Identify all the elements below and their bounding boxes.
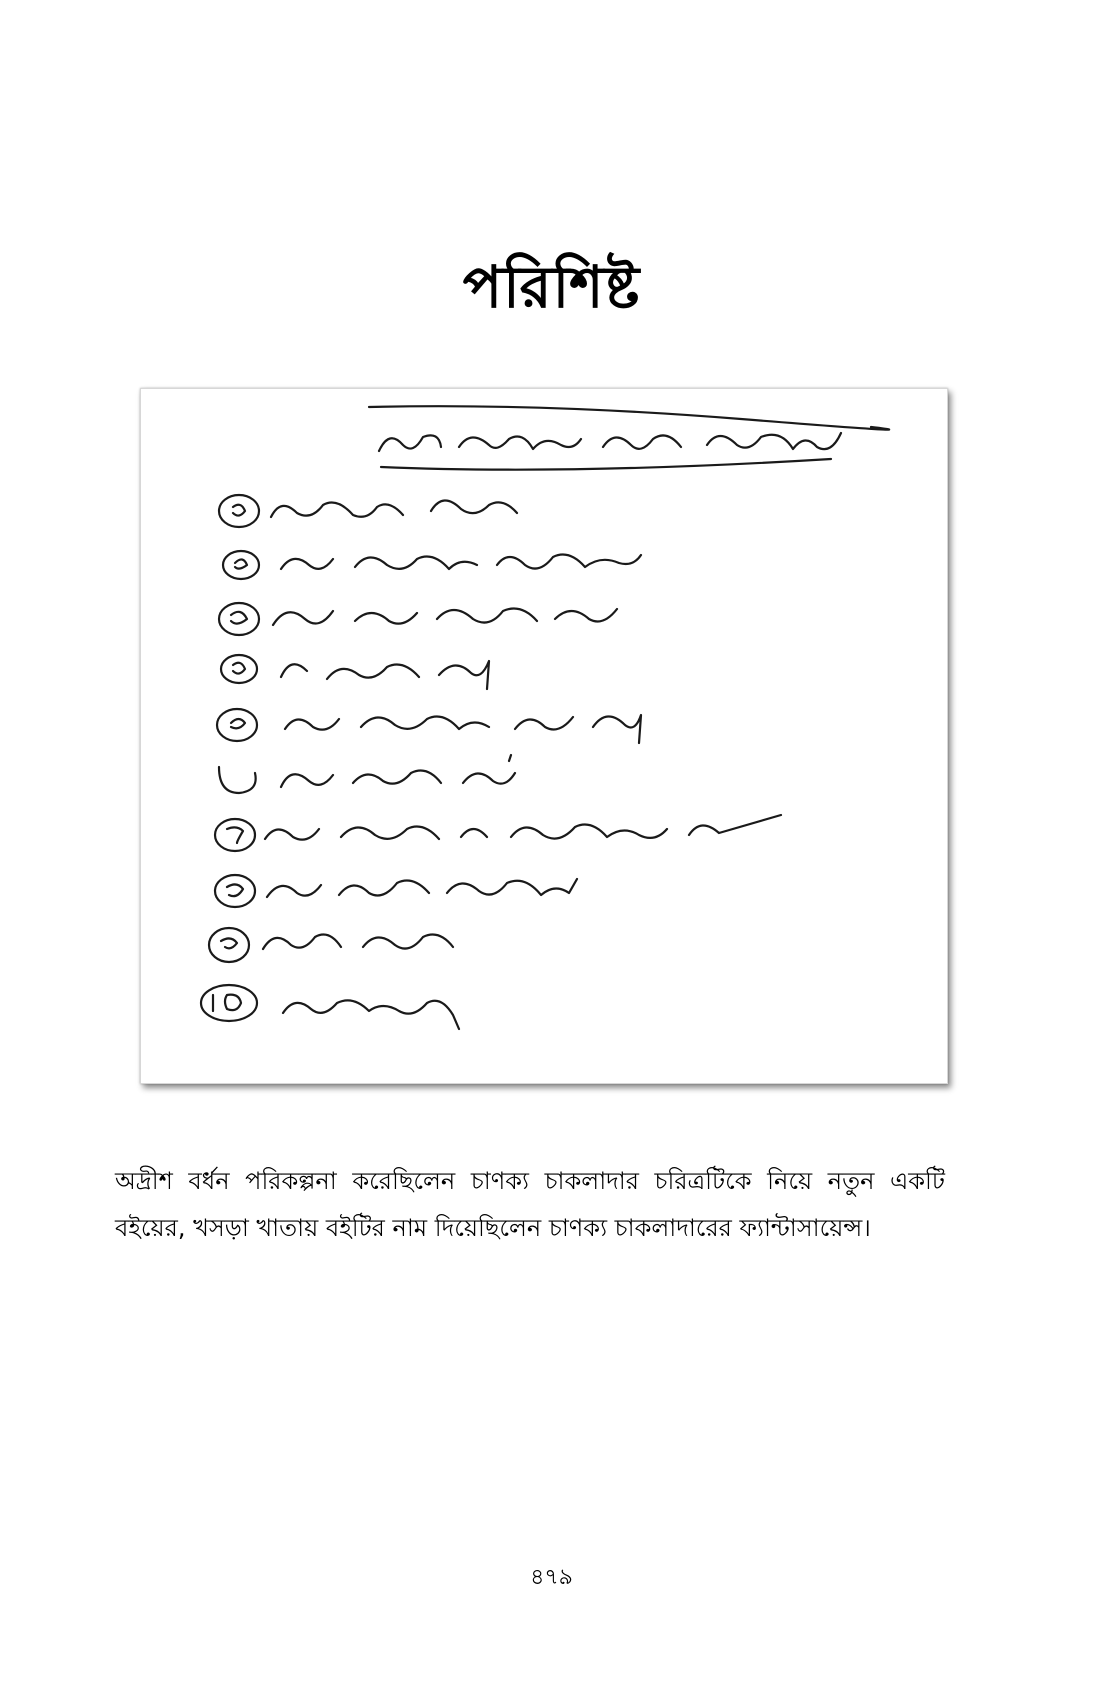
handwritten-notes-drawing bbox=[141, 389, 947, 1083]
manuscript-heading-handwriting bbox=[369, 406, 889, 469]
caption-paragraph: অদ্রীশ বর্ধন পরিকল্পনা করেছিলেন চাণক্য চাকলাদার চরিত্রটিকে নিয়ে নতুন একটি বইয়ের, খসড়া খাতায় বইটির নাম দিয়েছিলেন চাণক্য চাকলাদারের ফ্যান্টাসায়েন্স। bbox=[115, 1167, 945, 1242]
page-title: পরিশিষ্ট bbox=[462, 253, 641, 321]
page-number: ৪৭৯ bbox=[530, 1565, 573, 1590]
manuscript-list-handwriting bbox=[201, 495, 781, 1029]
handwritten-manuscript-image bbox=[140, 388, 948, 1084]
